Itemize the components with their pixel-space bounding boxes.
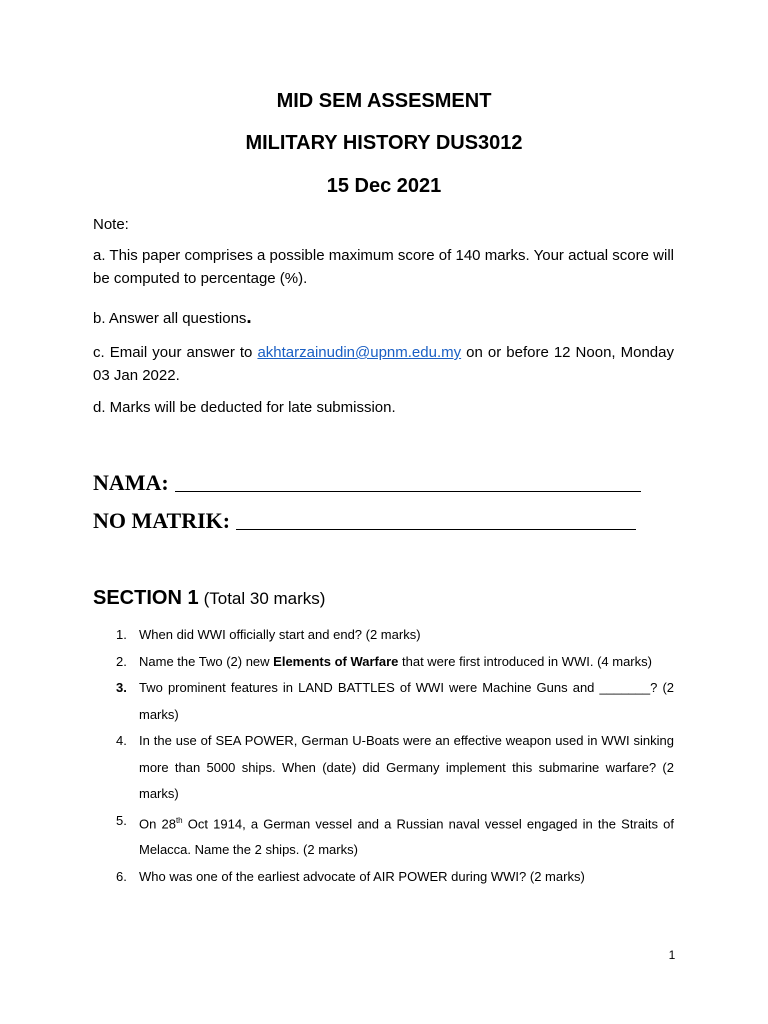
page-number: 1 (668, 948, 676, 962)
name-blank-line[interactable] (175, 490, 641, 492)
question-text: When did WWI officially start and end? (2 marks) (139, 627, 421, 642)
question-text-before: Name the Two (2) new (139, 653, 274, 669)
note-label: Note: (93, 216, 129, 233)
question-text-after: Oct 1914, a German vessel and a Russian naval vessel engaged in the Straits of Melacca. Name the 2 ships. (2 marks) (139, 815, 674, 858)
matric-label: NO MATRIK: (93, 508, 231, 533)
ordinal-superscript: th (175, 815, 183, 825)
question-item (93, 649, 674, 676)
question-number: 2. (116, 653, 127, 669)
question-text: Who was one of the earliest advocate of AIR POWER during WWI? (2 marks) (139, 868, 585, 884)
question-item (93, 728, 674, 808)
course-title: MILITARY HISTORY DUS3012 (245, 132, 523, 154)
name-field (93, 470, 641, 496)
note-b (93, 306, 674, 330)
question-item (93, 675, 674, 728)
assessment-title: MID SEM ASSESMENT (276, 90, 492, 112)
email-link[interactable]: akhtarzainudin@upnm.edu.my (257, 344, 462, 361)
name-label: NAMA: (93, 470, 169, 495)
question-text-after: that were first introduced in WWI. (4 marks) (398, 653, 652, 669)
question-list (93, 622, 674, 890)
question-number: 6. (116, 868, 127, 884)
question-text: In the use of SEA POWER, German U-Boats were an effective weapon used in WWI sinking more than 5000 ships. When (date) did Germany implement this submarine warfare? (2 marks) (139, 733, 674, 801)
matric-field (93, 508, 636, 534)
question-number: 5. (116, 812, 127, 828)
note-c-after: on or before 12 Noon, Monday 03 Jan 2022. (93, 344, 674, 384)
question-number: 3. (116, 680, 127, 695)
note-b-text: b. Answer all questions (93, 310, 247, 327)
question-item (93, 864, 674, 891)
question-number: 1. (116, 627, 127, 642)
section-1-heading (93, 587, 325, 610)
question-bold-term: Elements of Warfare (273, 653, 399, 669)
note-a: a. This paper comprises a possible maximum score of 140 marks. Your actual score will be computed to percentage (%). (93, 247, 674, 287)
note-d: d. Marks will be deducted for late submission. (93, 399, 396, 416)
section-1-subtitle: (Total 30 marks) (203, 589, 326, 608)
section-1-title: SECTION 1 (93, 587, 199, 609)
question-text: Two prominent features in LAND BATTLES of WWI were Machine Guns and _______? (2 marks) (139, 680, 674, 722)
matric-blank-line[interactable] (236, 528, 636, 530)
note-c (93, 341, 674, 387)
note-b-period: . (246, 307, 252, 328)
assessment-date: 15 Dec 2021 (326, 175, 442, 197)
question-item (93, 808, 674, 864)
question-item (93, 622, 674, 649)
question-number: 4. (116, 733, 127, 748)
question-text-before: On 28 (139, 815, 176, 831)
note-c-before: c. Email your answer to (93, 344, 258, 361)
